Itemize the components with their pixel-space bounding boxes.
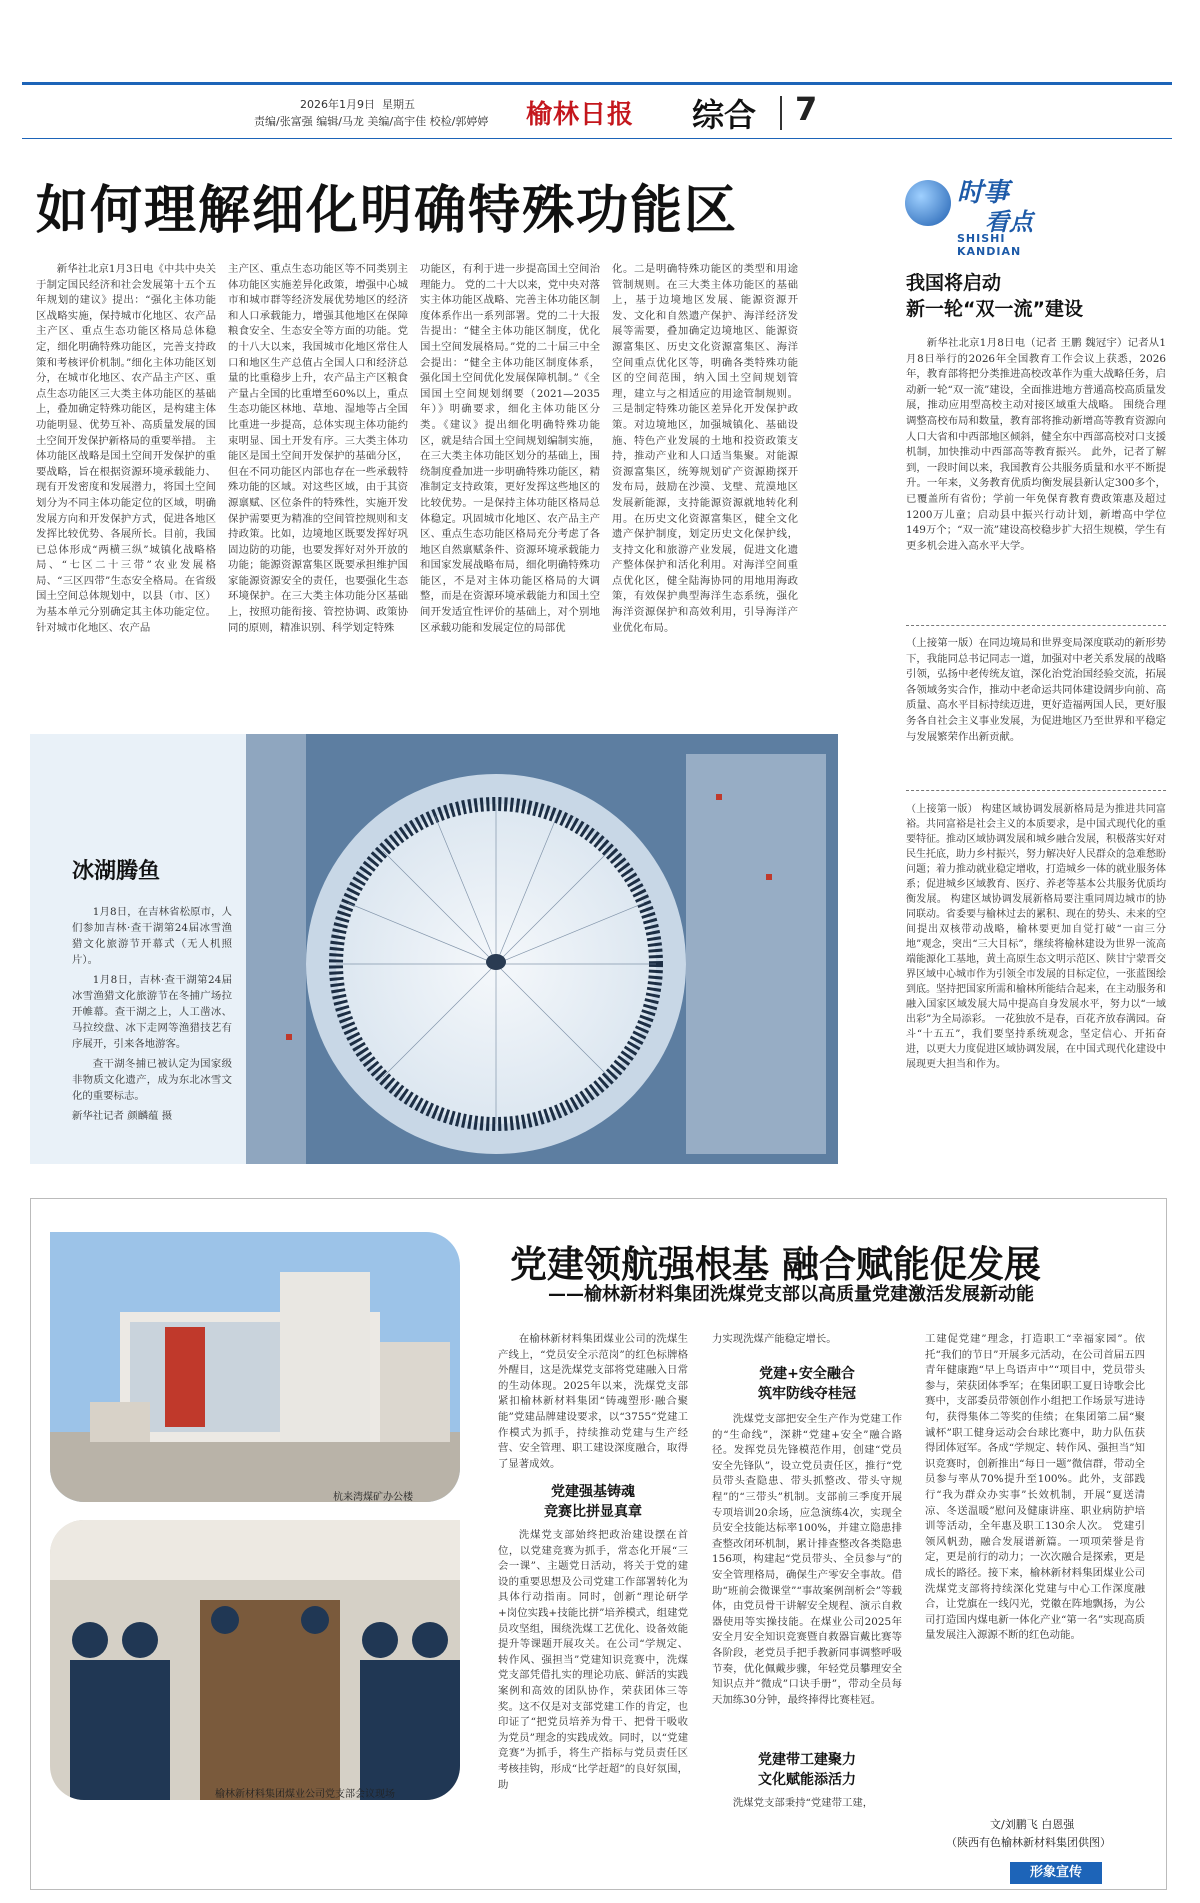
- continued-story-1: （上接第一版）在同边境局和世界变局深度联动的新形势下，我能同总书记同志一道，加强对中老关系发展的战略引领，弘扬中老传统友谊，深化治党治国经验交流，拓展各领域务实合作，推动中老命运共同体建设阔步向前、高质量、高水平目标持续迈进，更好造福两国人民，更好服务各自社会主义事业发展，为促进地区乃至世界和平稳定与发展繁荣作出新贡献。: [906, 637, 1166, 743]
- lead-column-4: 化。二是明确特殊功能区的类型和用途管制规则。在三大类主体功能区的基础上，基于边境地区发展、能源资源开发、文化和自然遗产保护、海洋经济发展等需要，叠加确定边境地区、能源资源富集区、历史文化资源富集区、海洋空间重点优化区等，明确各类特殊功能区的空间范围，纳入国土空间规划管理，建立与之相适应的用途管制规则。三是制定特殊功能区差异化开发保护政策。对边境地区，加强城镇化、基础设施、特色产业发展的土地和投资政策支持，推动产业和人口适当集聚。对能源资源富集区，统筹规划矿产资源勘探开发布局，鼓励在沙漠、戈壁、荒漠地区发展新能源，支持能源资源就地转化利用。在历史文化资源富集区，健全文化遗产保护制度，划定历史文化保护线，支持文化和旅游产业发展，促进文化遗产整体保护和活化利用。对海洋空间重点优化区，健全陆海协同的用地用海政策，有效保护典型海洋生态系统，强化海洋资源保护和高效利用，引导海洋产业优化布局。: [612, 263, 798, 634]
- sidebar-story-title-2: 新一轮“双一流”建设: [906, 298, 1083, 320]
- top-rule: [22, 82, 1172, 85]
- section-divider: [780, 96, 782, 130]
- advertorial-column-2-lead: 力实现洗煤产能稳定增长。: [712, 1333, 837, 1345]
- badge-english: SHISHI KANDIAN: [957, 232, 1022, 258]
- advertorial-column-1-intro: 在榆林新材料集团煤业公司的洗煤生产线上，“党员安全示范岗”的红色标牌格外醒目，这是洗煤党支部将党建融入日常的生动体现。2025年以来，洗煤党支部紧扣榆林新材料集团“铸魂塑形·融合聚能”党建品牌建设要求，以“3755”党建工作模式为抓手，持续推动党建与生产经营、安全管理、职工建设深度融合，取得了显著成效。: [498, 1333, 688, 1470]
- promo-tag: 形象宣传: [1010, 1862, 1102, 1884]
- photo-caption: 1月8日，在吉林省松原市，人们参加吉林·查干湖第24届冰雪渔猎文化旅游节开幕式（无人机照片）。 1月8日，吉林·查干湖第24届冰雪渔猎文化旅游节在冬捕广场拉开帷幕。查干湖之上，人工凿冰、马拉绞盘、冰下走网等渔猎技艺有序展开，引来各地游客。 查干湖冬捕已被认定为国家级非物质文化遗产，成为东北冰雪文化的重要标志。 新华社记者 颜麟蕴 摄: [72, 906, 232, 1122]
- sidebar-story-body: 新华社北京1月8日电（记者 王鹏 魏冠宇）记者从1月8日举行的2026年全国教育工作会议上获悉，2026年，教育部将把分类推进高校改革作为重大战略任务，启动新一轮“双一流”建设，全面推进地方普通高校高质量发展，推动应用型高校主动对接区域重大战略。 围绕合理调整高校布局和数量，教育部将推动新增高等教育资源向人口大省和中西部地区倾斜，健全东中西部高校对口支援机制，加快推动中西部高等教育振兴。 此外，记者了解到，一段时间以来，我国教育公共服务质量和水平不断提升。一年来，义务教育优质均衡发展县新认定300多个，已覆盖所有省份；学前一年免保育教育费政策惠及超过1200万儿童；启动县中振兴行动计划，新增高中学位149万个；“双一流”建设高校稳步扩大招生规模，学生有更多机会进入高水平大学。: [906, 337, 1166, 552]
- ice-lake-aerial-photo: [246, 734, 838, 1164]
- sidebar-divider-2: [906, 790, 1166, 791]
- photo1-caption: 杭来湾煤矿办公楼: [333, 1492, 413, 1503]
- advertorial-subhead-3: 党建带工建聚力 文化赋能添活力: [758, 1752, 856, 1788]
- lead-column-3: 功能区，有利于进一步提高国土空间治理能力。 党的二十大以来，党中央对落实主体功能区战略、完善主体功能区制度体系作出一系列部署。党的二十大报告提出：“健全主体功能区制度，优化国土空间发展格局。”党的二十届三中全会提出：“健全主体功能区制度体系，强化国土空间优化发展保障机制。”《全国国土空间规划纲要（2021—2035年）》明确要求，细化主体功能区分类。《建议》提出细化明确特殊功能区，就是结合国土空间规划编制实施，在三大类主体功能区划分的基础上，围绕制度叠加进一步明确特殊功能区，精准制定支持政策，更好发挥这些地区的比较优势。一是保持主体功能区格局总体稳定。巩固城市化地区、农产品主产区、重点生态功能区格局充分考虑了各地区自然禀赋条件、资源环境承载能力和国家发展战略布局，细化明确特殊功能区，不是对主体功能区格局的大调整，而是在资源环境承载能力和国土空间开发适宜性评价的基础上，对个别地区承载功能和发展定位的局部优: [420, 263, 600, 634]
- advertorial-column-1-body: 洗煤党支部始终把政治建设摆在首位，以党建竞赛为抓手，常态化开展“三会一课”、主题党日活动，将关于党的建设的重要思想及公司党建工作部署转化为具体行动指南。同时，创新“理论研学+岗位实践+技能比拼”培养模式，组建党员攻坚组，围绕洗煤工艺优化、设备效能提升等课题开展攻关。在公司“学规定、转作风、强担当”党建知识竞赛中，洗煤党支部凭借扎实的理论功底、鲜活的实践案例和高效的团队协作，荣获团体三等奖。这不仅是对支部党建工作的肯定，也印证了“把党员培养为骨干、把骨干吸收为党员”理念的实践成效。同时，以“党建竞赛”为抓手，将生产指标与党员责任区考核挂钩，形成“比学赶超”的良好氛围，助: [498, 1529, 688, 1791]
- advertorial-subheadline: ——榆林新材料集团洗煤党支部以高质量党建激活发展新动能: [548, 1284, 1034, 1305]
- globe-icon: [905, 180, 951, 226]
- lead-column-2: 主产区、重点生态功能区等不同类别主体功能区实施差异化政策，增强中心城市和城市群等经济发展优势地区的经济和人口承载能力，增强其他地区在保障粮食安全、生态安全等方面的功能。党的十八大以来，我国城市化地区常住人口和地区生产总值占全国人口和经济总量的比重稳步上升，农产品主产区粮食产量占全国的比重增至60%以上，重点生态功能区林地、草地、湿地等占全国比重进一步提高，总体实现主体功能约束明显、国土开发有序。三大类主体功能区是国土空间开发保护的基础分区，但在不同功能区内部也存在一些承载特殊功能的区域。对这些区域，由于其资源禀赋、区位条件的特殊性，实施开发保护需要更为精准的空间管控规则和支持政策。比如，边境地区既要发挥好巩固边防的功能，也要发挥好对外开放的功能；能源资源富集区既要承担维护国家能源资源安全的责任，也要强化生态环境保护。在三大类主体功能分区基础上，按照功能衔接、管控协调、政策协同的原则，精准识别、科学划定特殊: [228, 263, 408, 634]
- sidebar-divider-1: [906, 625, 1166, 626]
- badge-word-2: 看点: [985, 208, 1033, 236]
- shishi-kandian-badge: [905, 172, 1065, 258]
- advertorial-column-2-body: 洗煤党支部把安全生产作为党建工作的“生命线”，深耕“党建+安全”融合路径。发挥党员先锋模范作用，创建“党员安全先锋队”，设立党员责任区，推行“党员带头查隐患、带头抓整改、带头守规程”的“三带头”机制。支部前三季度开展专项培训20余场，应急演练4次，实现全员安全技能达标率100%，并建立隐患排查整改闭环机制，累计排查整改各类隐患156项，构建起“党员带头、全员参与”的安全管理格局，确保生产零安全事故。借助“班前会微课堂”“事故案例剖析会”等载体，由党员骨干讲解安全规程、演示自救器使用等实操技能。在煤业公司2025年安全月安全知识竞赛暨自救器盲戴比赛等各阶段，老党员手把手教新同事调整呼吸节奏，优化佩戴步骤，年轻党员攀理安全知识点并“微成”口诀手册”，带动全员每天加练30分钟，最终捧得比赛桂冠。: [712, 1413, 902, 1706]
- photo2-caption: 榆林新材料集团煤业公司党支部会议现场: [215, 1789, 395, 1800]
- advertorial-headline: 党建领航强根基 融合赋能促发展: [510, 1243, 1041, 1286]
- advertorial-photo-credit: （陕西有色榆林新材料集团供图）: [946, 1836, 1111, 1849]
- advertorial-column-2-tail: 洗煤党支部秉持“党建带工建，: [732, 1797, 874, 1809]
- photo-title: 冰湖腾鱼: [72, 859, 161, 884]
- issue-date: 2026年1月9日 星期五: [300, 98, 415, 111]
- photo-caption-panel: [30, 734, 246, 1164]
- advertorial-subhead-2: 党建+安全融合 筑牢防线夺桂冠: [758, 1366, 856, 1402]
- advertorial-subhead-1: 党建强基铸魂 竞赛比拼显真章: [544, 1484, 642, 1520]
- page-number: 7: [795, 90, 818, 128]
- advertorial-byline: 文/刘鹏飞 白恩强: [990, 1818, 1075, 1831]
- meeting-room-photo: [50, 1520, 460, 1800]
- badge-word-1: 时事: [957, 178, 1010, 208]
- lead-column-1: 新华社北京1月3日电《中共中央关于制定国民经济和社会发展第十五个五年规划的建议》提出：“强化主体功能区战略实施，保持城市化地区、农产品主产区、重点生态功能区格局总体稳定，细化明确特殊功能区，完善支持政策和考核评价机制。”细化主体功能区划分，在城市化地区、农产品主产区、重点生态功能区三大类主体功能区的基础上，叠加确定特殊功能区，是构建主体功能明显、优势互补、高质量发展的国土空间开发保护新格局的重要举措。 主体功能区战略是国土空间开发保护的重要战略，旨在根据资源环境承载能力、现有开发密度和发展潜力，将国土空间划分为不同主体功能定位的区域，明确发展方向和开发保护方式，促进各地区发挥比较优势、各展所长。目前，我国已总体形成“两横三纵”城镇化战略格局、“七区二十三带”农业发展格局、“三区四带”生态安全格局。在省级国土空间总体规划中，以县（市、区）为基本单元分别确定其主体功能定位。针对城市化地区、农产品: [36, 263, 216, 634]
- lead-headline: 如何理解细化明确特殊功能区: [36, 181, 739, 241]
- section-name: 综合: [692, 96, 757, 134]
- advertorial-column-3: 工建促党建”理念，打造职工“幸福家园”。依托“我们的节日”开展多元活动，在公司首届五四青年健康跑“早上鸟语声中”“项目中，党员带头参与，荣获团体季军；在集团职工夏日诗歌会比赛中，支部委员带领创作小组把工作场景写进诗句，获得集体二等奖的佳绩；在集团第二届“聚诚杯”职工健身运动会台球比赛中，助力队伍获得团体冠军。各成“学规定、转作风、强担当”知识竞赛时，创新推出“每日一题”微信群，带动全员参与率从70%提升至100%。此外，支部践行“我为群众办实事”长效机制，开展“夏送清凉、冬送温暖”慰问及健康讲座、职业病防护培训等活动，全年惠及职工130余人次。 党建引领风帆劲，融合发展谱新篇。一项项荣誉是肯定，更是前行的动力；一次次融合是探索，更是成长的路径。接下来，榆林新材料集团煤业公司洗煤党支部将持续深化党建与中心工作深度融合，让党旗在一线闪光，党徽在阵地飘扬，为公司打造国内煤电新一体化产业“第一名”实现高质量发展注入源源不断的红色动能。: [925, 1333, 1145, 1642]
- office-building-photo: [50, 1232, 460, 1502]
- masthead-logo: 榆林日报: [526, 100, 635, 130]
- continued-story-2: （上接第一版） 构建区域协调发展新格局是为推进共同富裕。共同富裕是社会主义的本质要求，是中国式现代化的重要特征。推动区域协调发展和城乡融合发展，积极落实好对民生托底，助力乡村振兴，努力解决好人民群众的急难愁盼问题；着力推动就业稳定增收，打造城乡一体的就业服务体系；促进城乡区域教育、医疗、养老等基本公共服务优质均衡发展。 构建区域协调发展新格局要注重同周边城市的协同联动。省委要与榆林过去的累积、现在的势头、未来的空间提出双核带动战略，榆林要更加自觉打破“一亩三分地”观念，突出“三大目标”，继续将榆林建设为世界一流高端能源化工基地，黄土高原生态文明示范区、陕甘宁蒙晋交界区域中心城市作为引领全市发展的目标定位，一张蓝图绘到底。坚持把国家所需和榆林所能结合起来，在主动服务和融入国家区域发展大局中提高自身发展水平，努力以“一域出彩”为全局添彩。 一花独放不是春，百花齐放春满园。奋斗“十五五”，我们要坚持系统观念，坚定信心、开拓奋进，以更大力度促进区域协调发展，在中国式现代化建设中展现更大担当和作为。: [906, 804, 1166, 1070]
- sidebar-story-title-1: 我国将启动: [906, 272, 1002, 294]
- editor-credits: 责编/张富强 编辑/马龙 美编/高宇佳 校检/郭婷婷: [254, 115, 489, 128]
- header-rule: [22, 138, 1172, 139]
